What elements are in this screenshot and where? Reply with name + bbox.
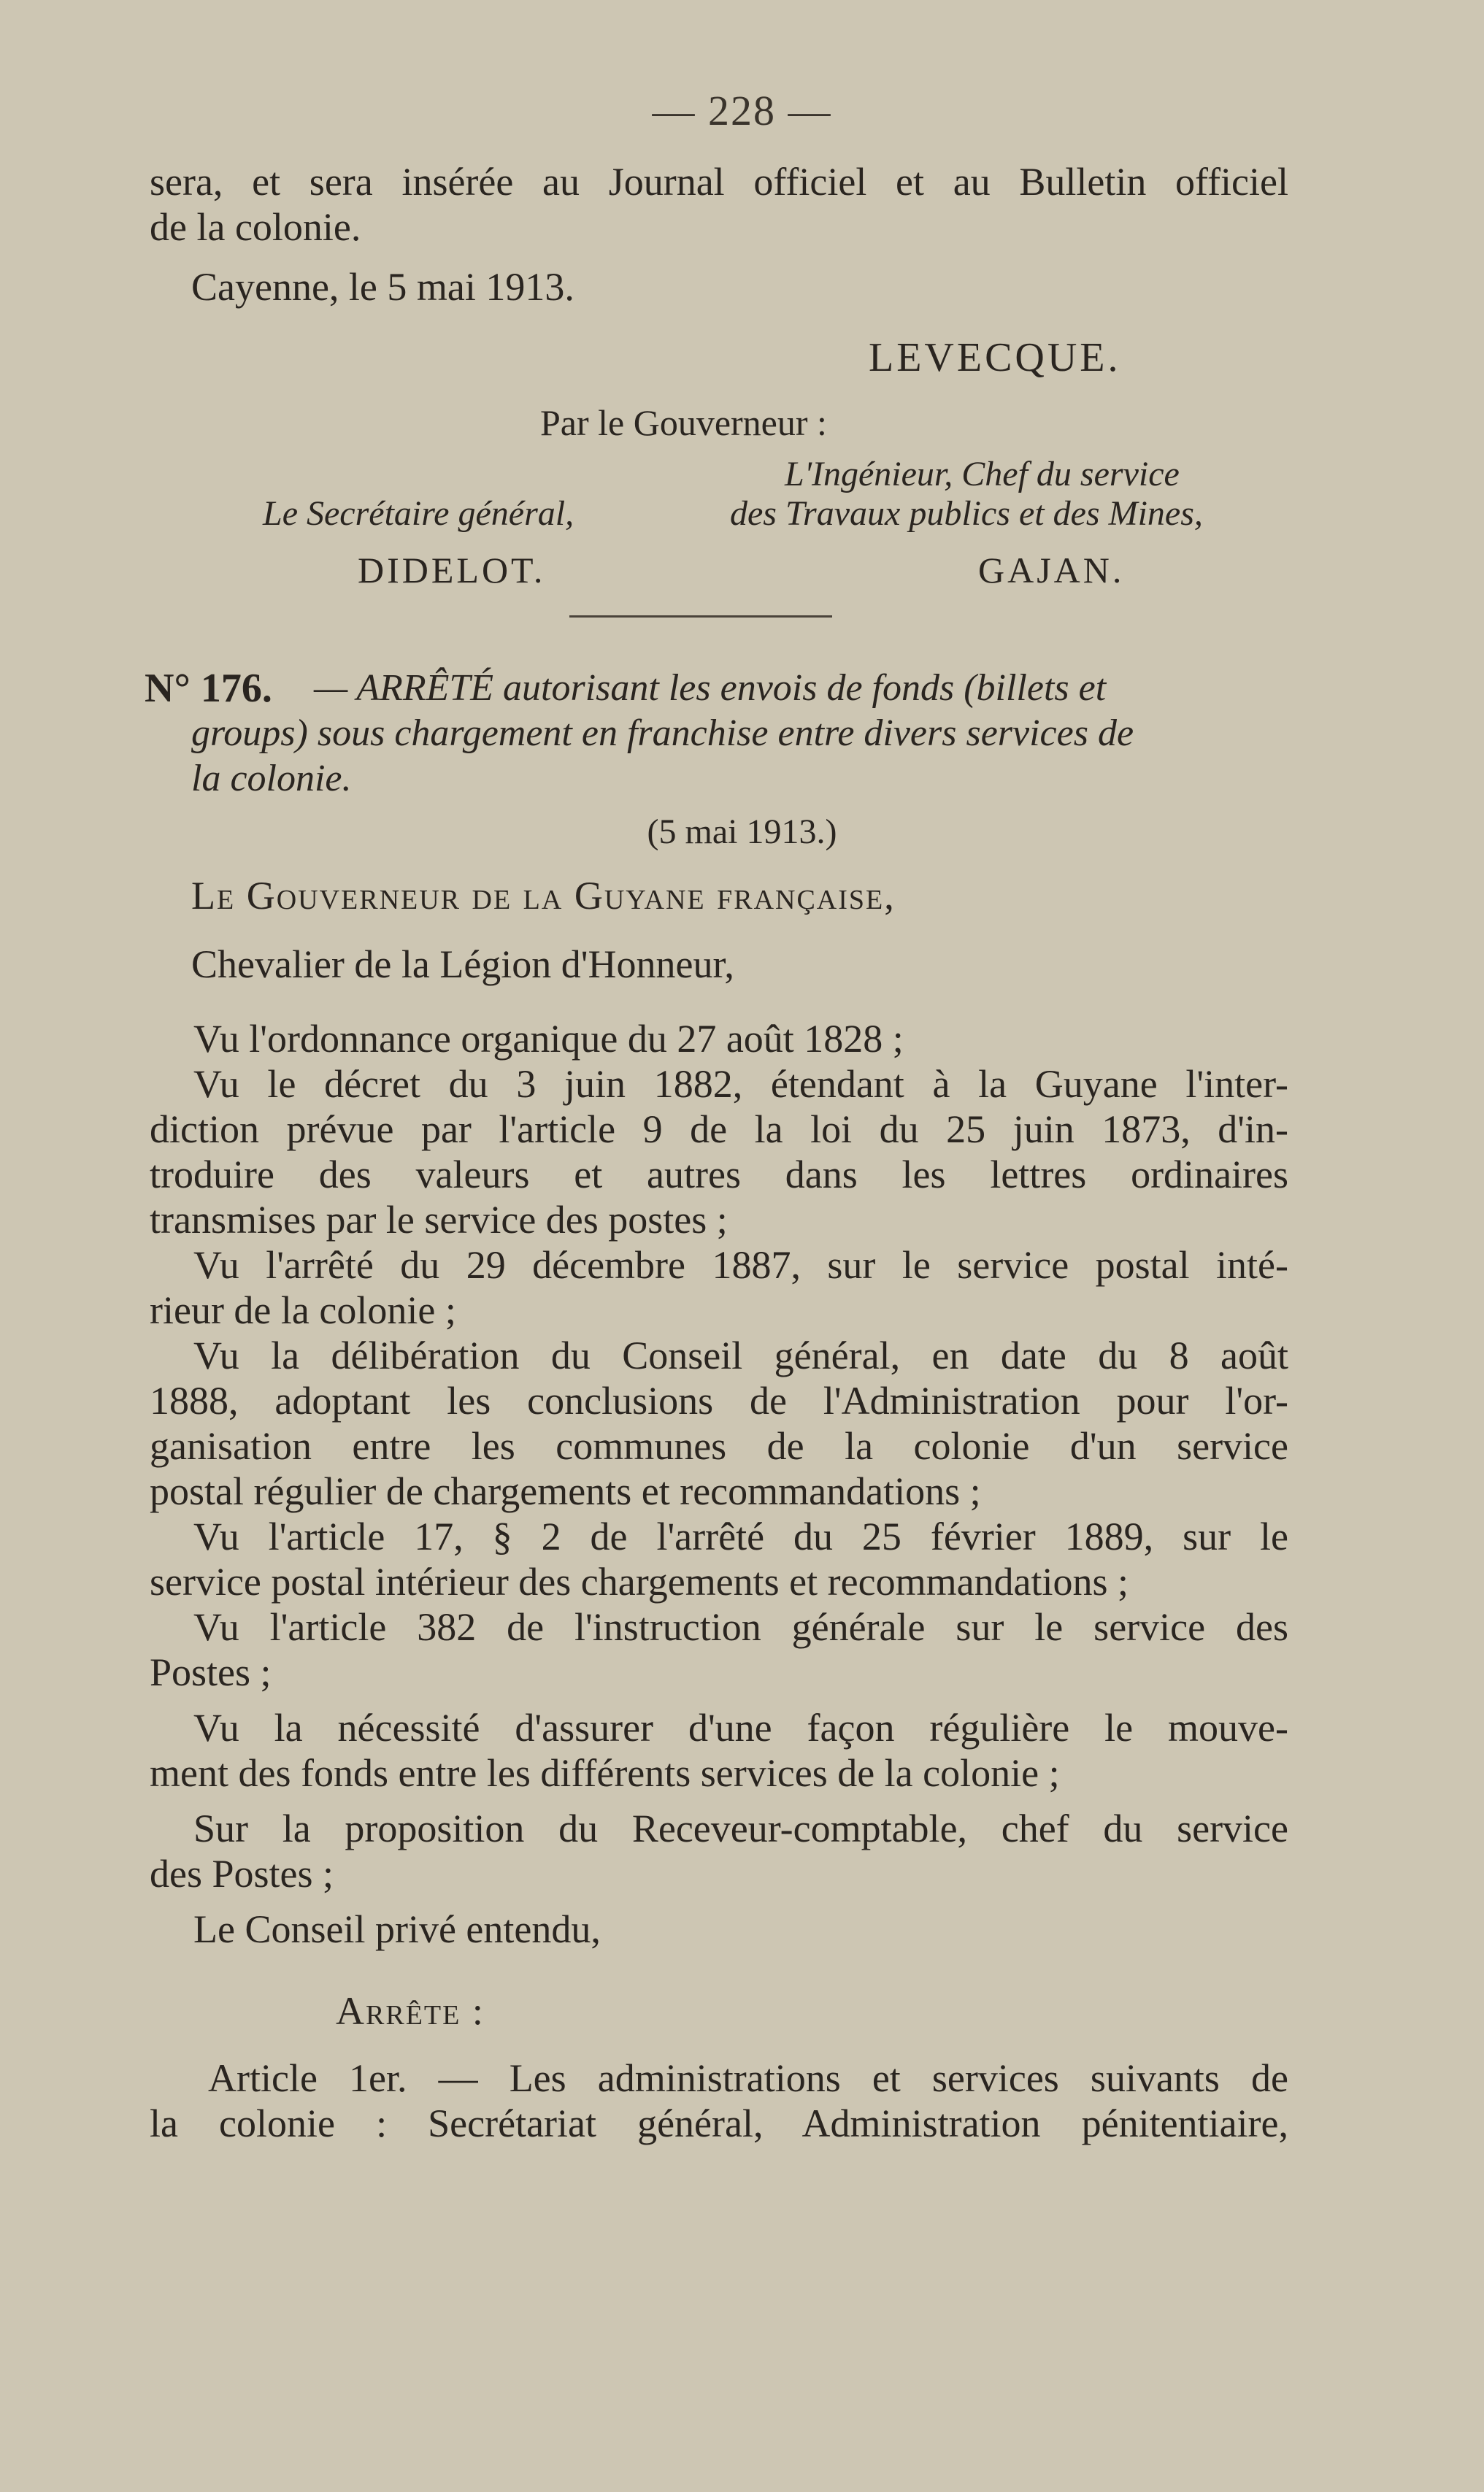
consideration-paragraph	[150, 1604, 1288, 1695]
left-role: Le Secrétaire général,	[263, 494, 574, 533]
decree-title-line-3: la colonie.	[191, 758, 352, 799]
consideration-line: 1888, adoptant les conclusions de l'Administration pour l'or-	[150, 1379, 1288, 1423]
consideration-line: troduire des valeurs et autres dans les lettres ordinaires	[150, 1153, 1288, 1196]
consideration-line: Vu la nécessité d'assurer d'une façon régulière le mouve-	[193, 1706, 1288, 1750]
consideration-line: Vu la délibération du Conseil général, en date du 8 août	[193, 1334, 1288, 1377]
consideration-paragraph	[150, 1806, 1288, 1896]
signatory: LEVECQUE.	[869, 335, 1121, 380]
consideration-paragraph	[150, 1242, 1288, 1333]
right-role-line-2: des Travaux publics et des Mines,	[730, 494, 1203, 533]
consideration-line: des Postes ;	[150, 1852, 334, 1896]
consideration-line: ment des fonds entre les différents services de la colonie ;	[150, 1751, 1060, 1795]
right-name: GAJAN.	[978, 550, 1125, 591]
consideration-paragraph	[150, 1907, 1288, 1952]
consideration-line: service postal intérieur des chargements et recommandations ;	[150, 1560, 1129, 1604]
decree-date: (5 mai 1913.)	[647, 812, 837, 851]
consideration-line: diction prévue par l'article 9 de la loi du 25 juin 1873, d'in-	[150, 1107, 1288, 1151]
decree-title-line-1: — ARRÊTÉ autorisant les envois de fonds (billets et	[314, 667, 1107, 709]
consideration-line: Le Conseil privé entendu,	[193, 1907, 601, 1951]
considerations	[150, 1016, 1288, 1952]
page-number: — 228 —	[652, 87, 832, 134]
article-1-line-1: Article 1er. — Les administrations et services suivants de	[208, 2056, 1288, 2100]
separator-rule	[569, 615, 832, 618]
consideration-line: transmises par le service des postes ;	[150, 1198, 728, 1242]
intro-line-2: de la colonie.	[150, 205, 361, 249]
article-1-line-2: la colonie : Secrétariat général, Administration pénitentiaire,	[150, 2101, 1288, 2145]
consideration-line: ganisation entre les communes de la colonie d'un service	[150, 1424, 1288, 1468]
consideration-line: Vu l'ordonnance organique du 27 août 1828 ;	[193, 1017, 904, 1061]
consideration-line: Postes ;	[150, 1650, 272, 1694]
consideration-line: Vu l'article 17, § 2 de l'arrêté du 25 février 1889, sur le	[193, 1515, 1288, 1558]
issuer-line-1: Le Gouverneur de la Guyane française,	[191, 874, 896, 918]
consideration-paragraph	[150, 1016, 1288, 1061]
left-name: DIDELOT.	[358, 550, 546, 591]
consideration-paragraph	[150, 1705, 1288, 1796]
decree-title-line-2: groups) sous chargement en franchise entre divers services de	[191, 712, 1134, 754]
arrete-label: Arrête :	[336, 1989, 485, 2033]
place-date: Cayenne, le 5 mai 1913.	[191, 265, 574, 309]
consideration-paragraph	[150, 1514, 1288, 1604]
intro-line-1: sera, et sera insérée au Journal officiel et au Bulletin officiel	[150, 160, 1288, 204]
right-role-line-1: L'Ingénieur, Chef du service	[785, 455, 1180, 493]
consideration-line: postal régulier de chargements et recommandations ;	[150, 1469, 981, 1513]
decree-number: N° 176.	[145, 666, 272, 711]
consideration-paragraph	[150, 1061, 1288, 1242]
consideration-line: Vu l'article 382 de l'instruction générale sur le service des	[193, 1605, 1288, 1649]
issuer-line-2: Chevalier de la Légion d'Honneur,	[191, 942, 734, 986]
consideration-line: Vu l'arrêté du 29 décembre 1887, sur le service postal inté-	[193, 1243, 1288, 1287]
consideration-line: rieur de la colonie ;	[150, 1288, 456, 1332]
consideration-paragraph	[150, 1333, 1288, 1514]
consideration-line: Sur la proposition du Receveur-comptable, chef du service	[193, 1807, 1288, 1850]
consideration-line: Vu le décret du 3 juin 1882, étendant à la Guyane l'inter-	[193, 1062, 1288, 1106]
par-le-gouverneur: Par le Gouverneur :	[540, 402, 827, 443]
